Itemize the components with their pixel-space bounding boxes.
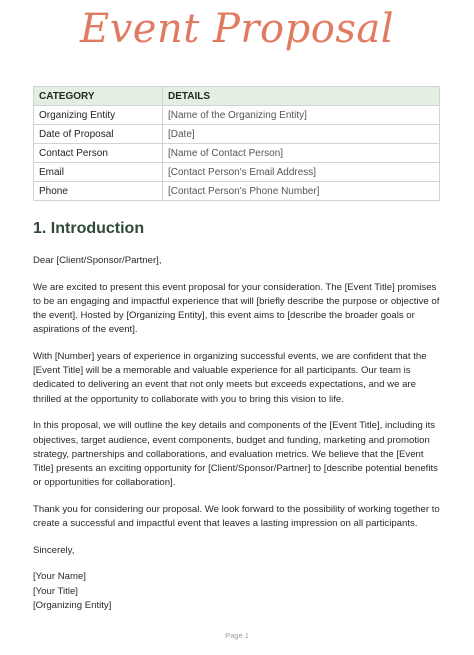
table-row — [34, 163, 440, 182]
table-row — [34, 182, 440, 201]
signature-title: [Your Title] — [33, 585, 78, 597]
closing: Sincerely, — [33, 544, 75, 556]
signature-block — [33, 570, 443, 613]
section-heading-introduction: 1. Introduction — [33, 220, 145, 237]
column-header-category: CATEGORY — [34, 87, 163, 106]
row-category: Organizing Entity — [34, 106, 163, 125]
row-details: [Contact Person's Email Address] — [163, 163, 440, 182]
row-details: [Contact Person's Phone Number] — [163, 182, 440, 201]
row-details: [Name of Contact Person] — [163, 144, 440, 163]
paragraph: In this proposal, we will outline the key details and components of the [Event Title], including its objectives, target audience, event components, budget and funding, marketing and promotion strategy, partnerships and collaborations, and evaluation metrics. We believe that the [Event Title] presents an exciting opportunity for [Client/Sponsor/Partner] to [describe potential benefits or opportunities for collaboration]. — [33, 420, 438, 489]
signature-entity: [Organizing Entity] — [33, 599, 112, 611]
salutation: Dear [Client/Sponsor/Partner], — [33, 255, 162, 266]
row-category: Contact Person — [34, 144, 163, 163]
row-details: [Name of the Organizing Entity] — [163, 106, 440, 125]
table-row — [34, 144, 440, 163]
table-header-row — [34, 87, 440, 106]
signature-name: [Your Name] — [33, 571, 86, 583]
paragraph: Thank you for considering our proposal. We look forward to the possibility of working together to create a successful and impactful event that leaves a lasting impression on all participants. — [33, 503, 440, 530]
paragraph: With [Number] years of experience in organizing successful events, we are confident that the [Event Title] will be a memorable and valuable experience for all participants. Our team is dedicated to delivering an event that not only meets but exceeds expectations, and we are thrilled at the opportunity to collaborate with you to bring this vision to life. — [33, 351, 427, 405]
paragraph: We are excited to present this event proposal for your consideration. The [Event Title] promises to be an engaging and impactful experience that will [briefly describe the purpose or objective of the event]. Hosted by [Organizing Entity], this event aims to [describe the broader goals or aspirations of the event]. — [33, 281, 440, 336]
table-row — [34, 106, 440, 125]
row-category: Phone — [34, 182, 163, 201]
row-details: [Date] — [163, 125, 440, 144]
page-number: Page 1 — [225, 631, 249, 640]
document-title: Event Proposal — [80, 6, 394, 52]
details-table — [33, 86, 440, 201]
row-category: Email — [34, 163, 163, 182]
column-header-details: DETAILS — [163, 87, 440, 106]
table-row — [34, 125, 440, 144]
row-category: Date of Proposal — [34, 125, 163, 144]
letter-body — [33, 254, 443, 613]
